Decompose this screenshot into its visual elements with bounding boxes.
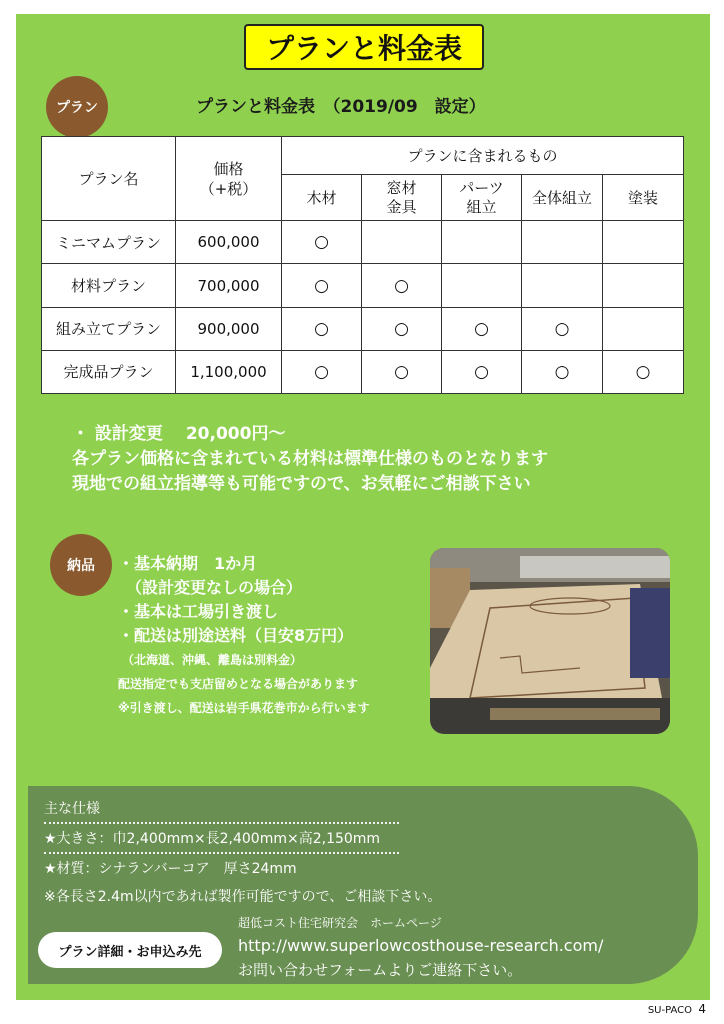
footer	[648, 1002, 706, 1016]
included-cell	[522, 350, 603, 393]
subheader-assembly: 全体組立	[522, 175, 603, 221]
notes-block	[72, 422, 548, 497]
included-mark: ○	[314, 318, 329, 339]
delivery-note: 配送指定でも支店留めとなる場合があります	[118, 677, 359, 691]
delivery-line: ・基本納期 1か月	[118, 554, 258, 573]
price-cell: 700,000	[176, 264, 282, 307]
included-cell	[362, 264, 442, 307]
included-mark: ○	[635, 361, 651, 382]
contact-pill: プラン詳細・お申込み先	[38, 932, 222, 968]
spec-size: ★大きさ：巾2,400mm×長2,400mm×高2,150mm	[44, 831, 381, 847]
price-cell: 600,000	[176, 221, 282, 264]
delivery-block	[118, 552, 370, 720]
included-mark: ○	[394, 275, 409, 296]
included-mark: ○	[314, 275, 329, 296]
included-cell	[282, 350, 362, 393]
delivery-note: （北海道、沖縄、離島は別料金）	[122, 653, 303, 667]
included-cell	[282, 221, 362, 264]
note-line: 現地での組立指導等も可能ですので、お気軽にご相談下さい	[72, 474, 531, 494]
included-cell	[362, 307, 442, 350]
included-mark: ○	[394, 318, 409, 339]
subheader-window: 窓材 金具	[362, 175, 442, 221]
price-cell: 1,100,000	[176, 350, 282, 393]
table-subtitle: プランと料金表 （2019/09 設定）	[196, 97, 486, 117]
included-cell	[522, 264, 603, 307]
included-mark: ○	[474, 361, 489, 382]
subheader-paint: 塗装	[603, 175, 684, 221]
included-mark: ○	[314, 361, 329, 382]
header-price: 価格 （+税）	[176, 137, 282, 221]
header-plan-name: プラン名	[42, 137, 176, 221]
included-cell	[442, 350, 522, 393]
spec-note: ※各長さ2.4m以内であれば製作可能ですので、ご相談下さい。	[44, 889, 442, 905]
plan-name-cell: 材料プラン	[42, 264, 176, 307]
plan-name-cell: 組み立てプラン	[42, 307, 176, 350]
included-cell	[362, 221, 442, 264]
plan-name-cell: 完成品プラン	[42, 350, 176, 393]
plan-name-cell: ミニマムプラン	[42, 221, 176, 264]
table-row	[42, 350, 684, 393]
included-cell	[522, 221, 603, 264]
subheader-wood: 木材	[282, 175, 362, 221]
contact-instruction: お問い合わせフォームよりご連絡下さい。	[238, 961, 523, 979]
included-cell	[603, 221, 684, 264]
divider	[44, 852, 399, 854]
note-line: 各プラン価格に含まれている材料は標準仕様のものとなります	[72, 449, 548, 469]
spec-heading: 主な仕様	[44, 801, 100, 817]
included-cell	[522, 307, 603, 350]
included-cell	[603, 264, 684, 307]
included-cell	[442, 221, 522, 264]
table-row	[42, 221, 684, 264]
factory-photo	[430, 548, 670, 734]
included-mark: ○	[554, 361, 570, 382]
note-line: ・ 設計変更 20,000円～	[72, 424, 286, 444]
included-cell	[282, 264, 362, 307]
page-title: プランと料金表	[244, 24, 484, 70]
page-number: 4	[698, 1002, 706, 1016]
price-table	[41, 136, 684, 394]
included-cell	[282, 307, 362, 350]
delivery-line: ・基本は工場引き渡し	[118, 602, 279, 621]
included-mark: ○	[554, 318, 570, 339]
included-mark: ○	[314, 232, 329, 253]
included-cell	[442, 307, 522, 350]
delivery-line: ・配送は別途送料（目安8万円）	[118, 626, 354, 645]
included-cell	[603, 307, 684, 350]
delivery-badge: 納品	[50, 534, 112, 596]
included-cell	[442, 264, 522, 307]
table-row	[42, 307, 684, 350]
table-row	[42, 264, 684, 307]
included-mark: ○	[474, 318, 489, 339]
divider	[44, 822, 399, 824]
delivery-note: ※引き渡し、配送は岩手県花巻市から行います	[118, 701, 370, 715]
homepage-label: 超低コスト住宅研究会 ホームページ	[238, 916, 442, 930]
included-mark: ○	[394, 361, 409, 382]
homepage-url[interactable]: http://www.superlowcosthouse-research.com/	[238, 936, 604, 955]
plan-badge: プラン	[46, 76, 108, 138]
subheader-parts: パーツ 組立	[442, 175, 522, 221]
delivery-line: （設計変更なしの場合）	[126, 578, 303, 597]
header-included: プランに含まれるもの	[282, 137, 684, 175]
included-cell	[603, 350, 684, 393]
spec-material: ★材質：シナランバーコア 厚さ24mm	[44, 861, 297, 877]
included-cell	[362, 350, 442, 393]
footer-brand: SU-PACO	[647, 1005, 692, 1016]
price-cell: 900,000	[176, 307, 282, 350]
